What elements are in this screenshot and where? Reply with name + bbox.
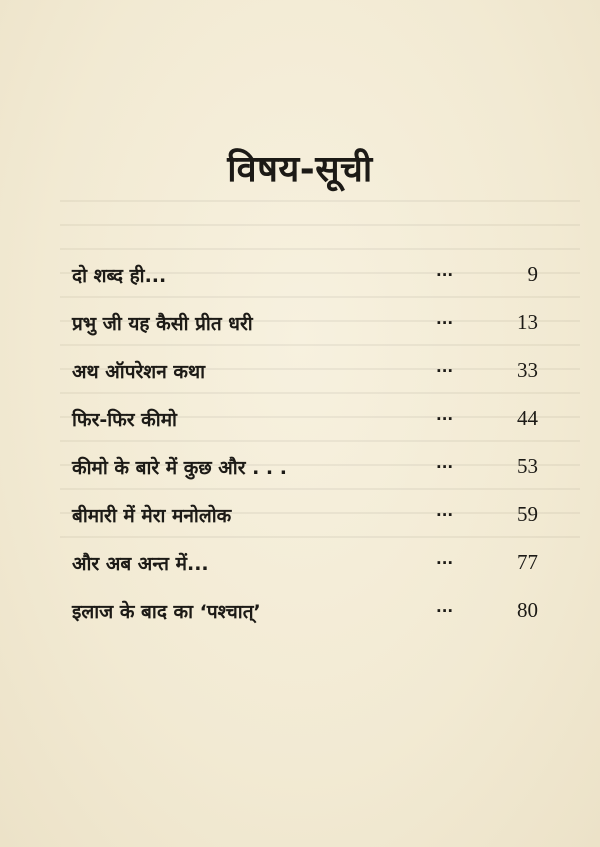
toc-entry-title: कीमो के बारे में कुछ और . . . — [72, 457, 287, 479]
toc-entry — [72, 598, 538, 646]
toc-entry — [72, 454, 538, 502]
toc-entry-leader: ... — [436, 598, 454, 616]
toc-entry-page: 53 — [517, 454, 538, 478]
toc-entry-page: 33 — [517, 358, 538, 382]
toc-entry-title: बीमारी में मेरा मनोलोक — [72, 505, 232, 527]
toc-entry-leader: ... — [436, 406, 454, 424]
page-title: विषय-सूची — [227, 149, 373, 190]
toc-entry-leader: ... — [436, 502, 454, 520]
toc-entry — [72, 310, 538, 358]
toc-entry — [72, 550, 538, 598]
table-of-contents — [72, 262, 538, 646]
toc-entry-leader: ... — [436, 550, 454, 568]
toc-entry — [72, 406, 538, 454]
toc-entry-title: इलाज के बाद का ‘पश्चात्’ — [72, 601, 261, 623]
toc-entry-page: 77 — [517, 550, 538, 574]
toc-entry-title: दो शब्द ही... — [72, 265, 167, 287]
toc-entry-leader: ... — [436, 262, 454, 280]
toc-entry-title: फिर-फिर कीमो — [72, 409, 177, 431]
toc-entry-leader: ... — [436, 454, 454, 472]
toc-entry — [72, 358, 538, 406]
toc-entry-leader: ... — [436, 358, 454, 376]
toc-entry-page: 13 — [517, 310, 538, 334]
toc-entry-title: प्रभु जी यह कैसी प्रीत धरी — [72, 313, 253, 335]
toc-entry-title: और अब अन्त में... — [72, 553, 209, 575]
toc-entry-page: 59 — [517, 502, 538, 526]
toc-entry — [72, 262, 538, 310]
toc-entry-page: 80 — [517, 598, 538, 622]
toc-entry-page: 9 — [527, 262, 538, 286]
toc-entry-leader: ... — [436, 310, 454, 328]
toc-entry — [72, 502, 538, 550]
toc-entry-page: 44 — [517, 406, 538, 430]
toc-entry-title: अथ ऑपरेशन कथा — [72, 361, 206, 383]
